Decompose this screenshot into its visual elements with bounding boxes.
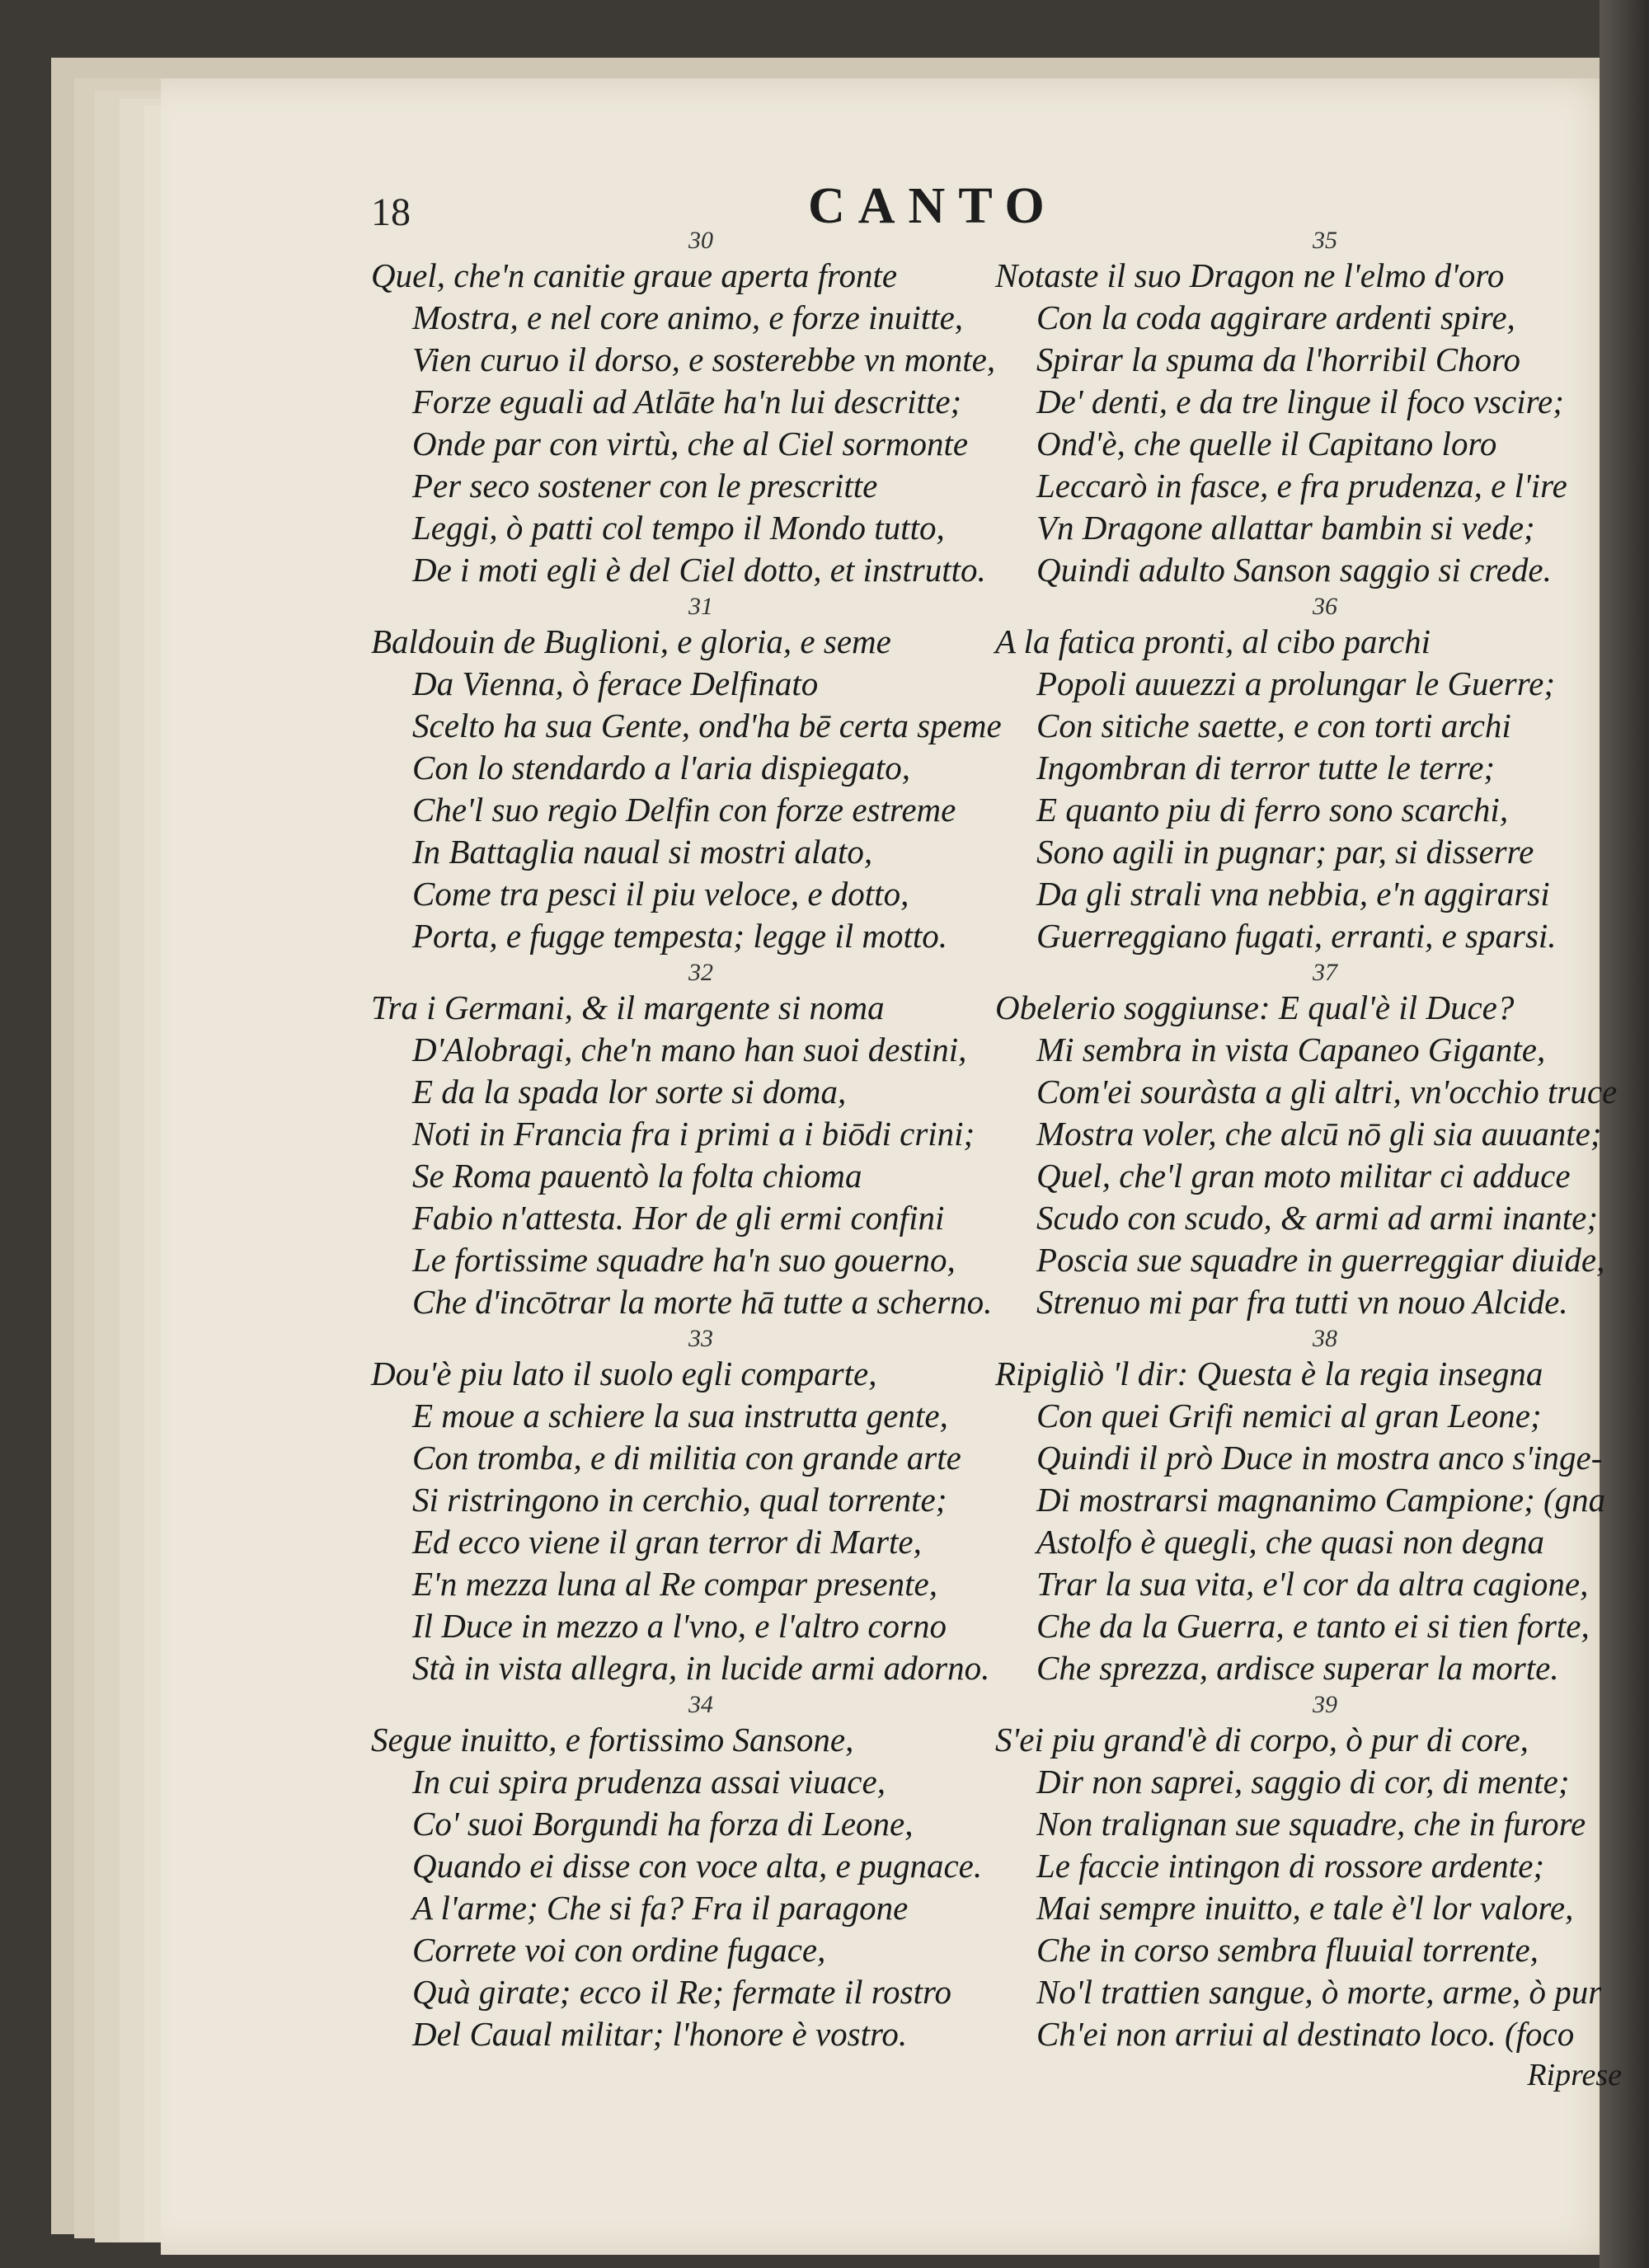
verse-line: De' denti, e da tre lingue il foco vscire; (1036, 383, 1564, 420)
verse-line: A la fatica pronti, al cibo parchi (995, 622, 1431, 660)
verse-line: Dou'è piu lato il suolo egli comparte, (371, 1355, 877, 1392)
verse-line: Scudo con scudo, & armi ad armi inante; (1036, 1199, 1598, 1237)
left-column (371, 227, 1002, 2057)
verse-line: Ch'ei non arriui al destinato loco. (foco (1036, 2015, 1575, 2053)
stanza-number: 31 (688, 593, 713, 620)
verse-line: Vn Dragone allattar bambin si vede; (1036, 509, 1535, 547)
stanza (995, 227, 1622, 591)
verse-line: Il Duce in mezzo a l'vno, e l'altro corno (412, 1607, 947, 1645)
verse-line: Si ristringono in cerchio, qual torrente; (412, 1481, 947, 1519)
stanza (371, 1691, 998, 2055)
verse-line: Leggi, ò patti col tempo il Mondo tutto, (412, 509, 945, 547)
stanza (371, 1325, 998, 1689)
verse-line: Che d'incōtrar la morte hā tutte a scherno. (412, 1283, 993, 1321)
verse-line: Non tralignan sue squadre, che in furore (1036, 1805, 1586, 1843)
stanza (995, 959, 1622, 1323)
verse-line: D'Alobragi, che'n mano han suoi destini, (412, 1031, 967, 1068)
verse-line: Noti in Francia fra i primi a i biōdi crini; (412, 1115, 975, 1153)
verse-line: Trar la sua vita, e'l cor da altra cagione, (1036, 1565, 1589, 1603)
verse-line: Quando ei disse con voce alta, e pugnace. (412, 1847, 983, 1885)
verse-line: Ripigliò 'l dir: Questa è la regia insegna (995, 1355, 1543, 1392)
verse-line: Del Caual militar; l'honore è vostro. (412, 2015, 908, 2053)
verse-line: Poscia sue squadre in guerreggiar diuide, (1036, 1241, 1605, 1279)
stanza-number: 35 (1313, 227, 1337, 254)
stanza (995, 1325, 1622, 1689)
verse-line: Notaste il suo Dragon ne l'elmo d'oro (995, 256, 1505, 294)
verse-line: Con quei Grifi nemici al gran Leone; (1036, 1397, 1542, 1435)
verse-line: In Battaglia naual si mostri alato, (412, 833, 873, 871)
stanza-number: 30 (688, 227, 713, 254)
verse-line: Co' suoi Borgundi ha forza di Leone, (412, 1805, 914, 1843)
stanza (371, 593, 1002, 957)
verse-line: Le fortissime squadre ha'n suo gouerno, (412, 1241, 956, 1279)
verse-line: Vien curuo il dorso, e sosterebbe vn monte, (412, 340, 996, 378)
verse-line: Mai sempre inuitto, e tale è'l lor valore, (1036, 1889, 1574, 1927)
verse-line: Quindi adulto Sanson saggio si crede. (1036, 551, 1552, 589)
verse-line: Guerreggiano fugati, erranti, e sparsi. (1036, 917, 1557, 955)
verse-line: Le faccie intingon di rossore ardente; (1036, 1847, 1545, 1885)
verse-line: Correte voi con ordine fugace, (412, 1931, 826, 1969)
verse-line: Leccarò in fasce, e fra prudenza, e l'ire (1036, 467, 1567, 505)
verse-line: De i moti egli è del Ciel dotto, et instrutto. (412, 551, 986, 589)
stanza (995, 1691, 1622, 2055)
stanza-number: 34 (688, 1691, 713, 1718)
verse-line: Com'ei souràsta a gli altri, vn'occhio truce (1036, 1073, 1618, 1111)
verse-line: Con la coda aggirare ardenti spire, (1036, 298, 1515, 336)
stanza (371, 959, 998, 1323)
stanza-number: 38 (1313, 1325, 1337, 1352)
verse-line: In cui spira prudenza assai viuace, (412, 1763, 886, 1801)
verse-line: Ingombran di terror tutte le terre; (1036, 749, 1496, 787)
stanza-number: 37 (1313, 959, 1337, 986)
verse-line: Ed ecco viene il gran terror di Marte, (412, 1523, 922, 1561)
verse-line: Che'l suo regio Delfin con forze estreme (412, 791, 956, 829)
verse-line: E'n mezza luna al Re compar presente, (412, 1565, 937, 1603)
stanza-number: 32 (688, 959, 713, 986)
page-number: 18 (371, 190, 411, 234)
right-column (995, 227, 1622, 2103)
verse-line: Sono agili in pugnar; par, si disserre (1036, 833, 1534, 871)
verse-line: E quanto piu di ferro sono scarchi, (1036, 791, 1509, 829)
verse-line: Onde par con virtù, che al Ciel sormonte (412, 425, 969, 463)
verse-line: Segue inuitto, e fortissimo Sansone, (371, 1721, 854, 1759)
stanza-number: 33 (688, 1325, 713, 1352)
verse-line: Con lo stendardo a l'aria dispiegato, (412, 749, 911, 787)
verse-line: Tra i Germani, & il margente si noma (371, 988, 885, 1026)
verse-line: Per seco sostener con le prescritte (412, 467, 878, 505)
verse-line: E moue a schiere la sua instrutta gente, (412, 1397, 948, 1435)
verse-line: Che da la Guerra, e tanto ei si tien forte, (1036, 1607, 1590, 1645)
verse-line: Forze eguali ad Atlāte ha'n lui descritte; (412, 383, 962, 420)
verse-line: Porta, e fugge tempesta; legge il motto. (412, 917, 948, 955)
stanza-number: 36 (1313, 593, 1337, 620)
verse-line: Quindi il prò Duce in mostra anco s'inge- (1036, 1439, 1603, 1477)
verse-line: Popoli auuezzi a prolungar le Guerre; (1036, 664, 1555, 702)
verse-line: No'l trattien sangue, ò morte, arme, ò pur (1036, 1973, 1602, 2011)
verse-line: Spirar la spuma da l'horribil Choro (1036, 340, 1521, 378)
verse-line: Fabio n'attesta. Hor de gli ermi confini (412, 1199, 945, 1237)
verse-line: Che in corso sembra fluuial torrente, (1036, 1931, 1539, 1969)
verse-line: Quel, che'l gran moto militar ci adduce (1036, 1157, 1571, 1195)
verse-line: Con tromba, e di militia con grande arte (412, 1439, 961, 1477)
verse-line: Quà girate; ecco il Re; fermate il rostro (412, 1973, 951, 2011)
verse-line: Mostra voler, che alcū nō gli sia auuante; (1036, 1115, 1602, 1153)
verse-line: Con sitiche saette, e con torti archi (1036, 707, 1511, 744)
verse-line: Mi sembra in vista Capaneo Gigante, (1036, 1031, 1546, 1068)
verse-line: A l'arme; Che si fa? Fra il paragone (412, 1889, 909, 1927)
verse-line: Dir non saprei, saggio di cor, di mente; (1036, 1763, 1570, 1801)
verse-line: Stà in vista allegra, in lucide armi adorno. (412, 1649, 990, 1687)
verse-line: Che sprezza, ardisce superar la morte. (1036, 1649, 1559, 1687)
verse-line: Baldouin de Buglioni, e gloria, e seme (371, 622, 891, 660)
running-head: CANTO (808, 178, 1058, 234)
verse-line: Scelto ha sua Gente, ond'ha bē certa speme (412, 707, 1002, 744)
verse-line: S'ei piu grand'è di corpo, ò pur di core, (995, 1721, 1529, 1759)
verse-line: Ond'è, che quelle il Capitano loro (1036, 425, 1497, 463)
catchword-row (995, 2057, 1622, 2103)
verse-line: Come tra pesci il piu veloce, e dotto, (412, 875, 909, 913)
verse-line: Strenuo mi par fra tutti vn nouo Alcide. (1036, 1283, 1568, 1321)
verse-line: E da la spada lor sorte si doma, (412, 1073, 847, 1111)
stanza (371, 227, 998, 591)
verse-line: Quel, che'n canitie graue aperta fronte (371, 256, 898, 294)
stanza (995, 593, 1622, 957)
verse-line: Se Roma pauentò la folta chioma (412, 1157, 862, 1195)
verse-line: Di mostrarsi magnanimo Campione; (gna (1036, 1481, 1606, 1519)
verse-line: Mostra, e nel core animo, e forze inuitte, (412, 298, 964, 336)
verse-line: Da gli strali vna nebbia, e'n aggirarsi (1036, 875, 1550, 913)
catchword: Riprese (1527, 2058, 1622, 2092)
stanza-number: 39 (1313, 1691, 1337, 1718)
verse-line: Obelerio soggiunse: E qual'è il Duce? (995, 988, 1515, 1026)
verse-line: Da Vienna, ò ferace Delfinato (412, 664, 819, 702)
verse-line: Astolfo è quegli, che quasi non degna (1036, 1523, 1545, 1561)
